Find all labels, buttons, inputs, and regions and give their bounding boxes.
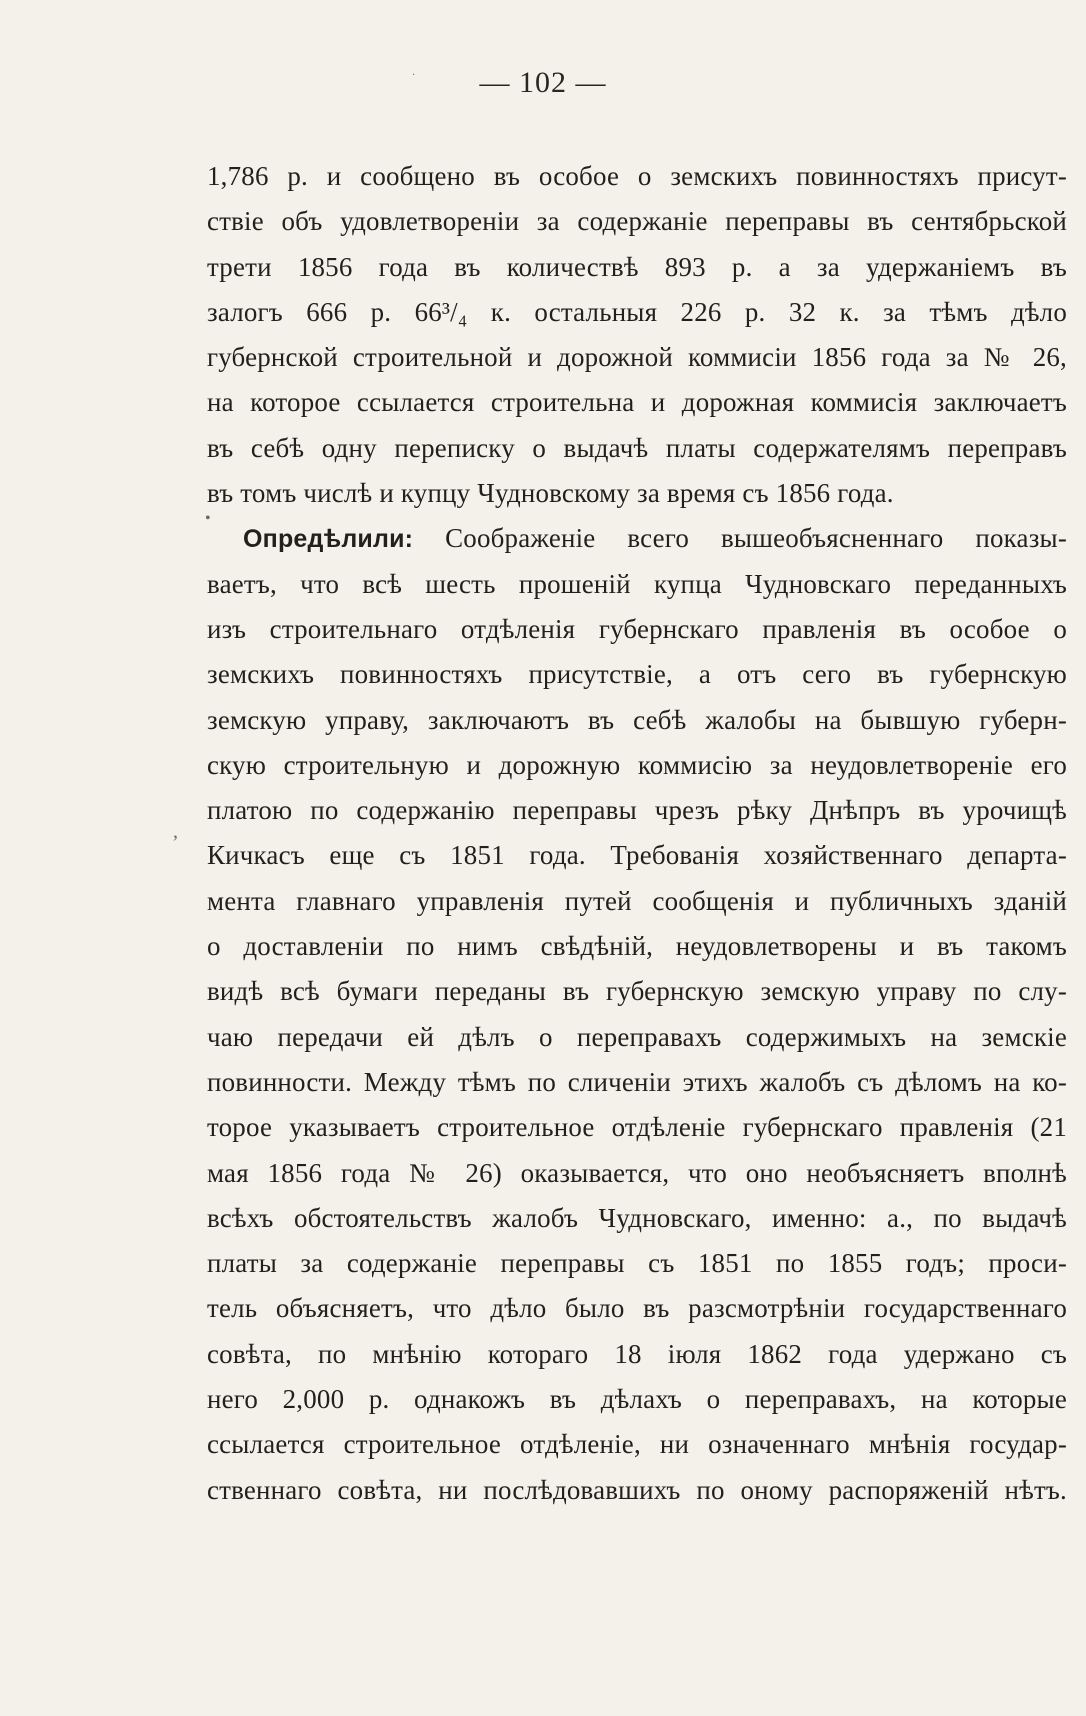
- paragraph-1: [207, 154, 1067, 516]
- text-line: повинности. Между тѣмъ по сличеніи этихъ жалобъ съ дѣломъ на ко-: [207, 1066, 1067, 1097]
- text-line: на которое ссылается строительна и дорожная коммисія заключаетъ: [207, 387, 1067, 418]
- text-line: видѣ всѣ бумаги переданы въ губернскую земскую управу по слу-: [207, 976, 1067, 1007]
- text-line: земскихъ повинностяхъ присутствіе, а отъ сего въ губернскую: [207, 659, 1067, 690]
- text-line: ственнаго совѣта, ни послѣдовавшихъ по оному распоряженій нѣтъ.: [207, 1474, 1067, 1505]
- text-line: Соображеніе всего вышеобъясненнаго показы-: [445, 523, 1067, 554]
- text-line: о доставленіи по нимъ свѣдѣній, неудовлетворены и въ такомъ: [207, 931, 1067, 962]
- text-line: въ себѣ одну переписку о выдачѣ платы содержателямъ переправъ: [207, 432, 1067, 463]
- text-line: 1,786 р. и сообщено въ особое о земскихъ повинностяхъ присут-: [207, 161, 1067, 191]
- text-line: въ томъ числѣ и купцу Чудновскому за время съ 1856 года.: [207, 478, 894, 509]
- paragraph-2: [207, 516, 1067, 1513]
- text-line: ствіе объ удовлетвореніи за содержаніе переправы въ сентябрьской: [207, 206, 1067, 237]
- text-line: изъ строительнаго отдѣленія губернскаго правленія въ особое о: [207, 613, 1067, 644]
- text-line: платы за содержаніе переправы съ 1851 по 1855 годъ; проси-: [207, 1248, 1067, 1279]
- paragraph-first-line: [207, 516, 1067, 561]
- text-line: мая 1856 года № 26) оказывается, что оно необъясняетъ вполнѣ: [207, 1157, 1067, 1188]
- text-line: ваетъ, что всѣ шесть прошеній купца Чудновскаго переданныхъ: [207, 568, 1067, 599]
- print-speck: ·: [412, 70, 416, 81]
- text-line: трети 1856 года въ количествѣ 893 р. а за удержаніемъ въ: [207, 251, 1067, 282]
- text-line: чаю передачи ей дѣлъ о переправахъ содержимыхъ на земскіе: [207, 1021, 1067, 1052]
- text-line: платою по содержанію переправы чрезъ рѣку Днѣпръ въ урочищѣ: [207, 795, 1067, 826]
- page-number: — 102 —: [479, 66, 607, 99]
- print-speck: •: [205, 510, 211, 527]
- text-line: торое указываетъ строительное отдѣленіе губернскаго правленія (21: [207, 1112, 1067, 1143]
- text-line: него 2,000 р. однакожъ въ дѣлахъ о переправахъ, на которые: [207, 1384, 1067, 1415]
- resolution-heading: Опредѣлили:: [243, 525, 414, 554]
- body-text: [207, 154, 1067, 1513]
- text-line: губернской строительной и дорожной коммисіи 1856 года за № 26,: [207, 342, 1067, 373]
- margin-tick: ʼ: [172, 832, 179, 854]
- text-line: мента главнаго управленія путей сообщенія и публичныхъ зданій: [207, 885, 1067, 916]
- text-line: совѣта, по мнѣнію котораго 18 іюля 1862 года удержано съ: [207, 1338, 1067, 1369]
- text-line: тель объясняетъ, что дѣло было въ разсмотрѣніи государственнаго: [207, 1293, 1067, 1324]
- text-line: залогъ 666 р. 66³/₄ к. остальныя 226 р. 32 к. за тѣмъ дѣло: [207, 296, 1067, 327]
- text-line: ссылается строительное отдѣленіе, ни означеннаго мнѣнія государ-: [207, 1429, 1067, 1460]
- text-line: всѣхъ обстоятельствъ жалобъ Чудновскаго, именно: а., по выдачѣ: [207, 1202, 1067, 1233]
- text-line: Кичкасъ еще съ 1851 года. Требованія хозяйственнаго департа-: [207, 840, 1067, 871]
- text-line: земскую управу, заключаютъ въ себѣ жалобы на бывшую губерн-: [207, 704, 1067, 735]
- text-line: скую строительную и дорожную коммисію за неудовлетвореніе его: [207, 749, 1067, 780]
